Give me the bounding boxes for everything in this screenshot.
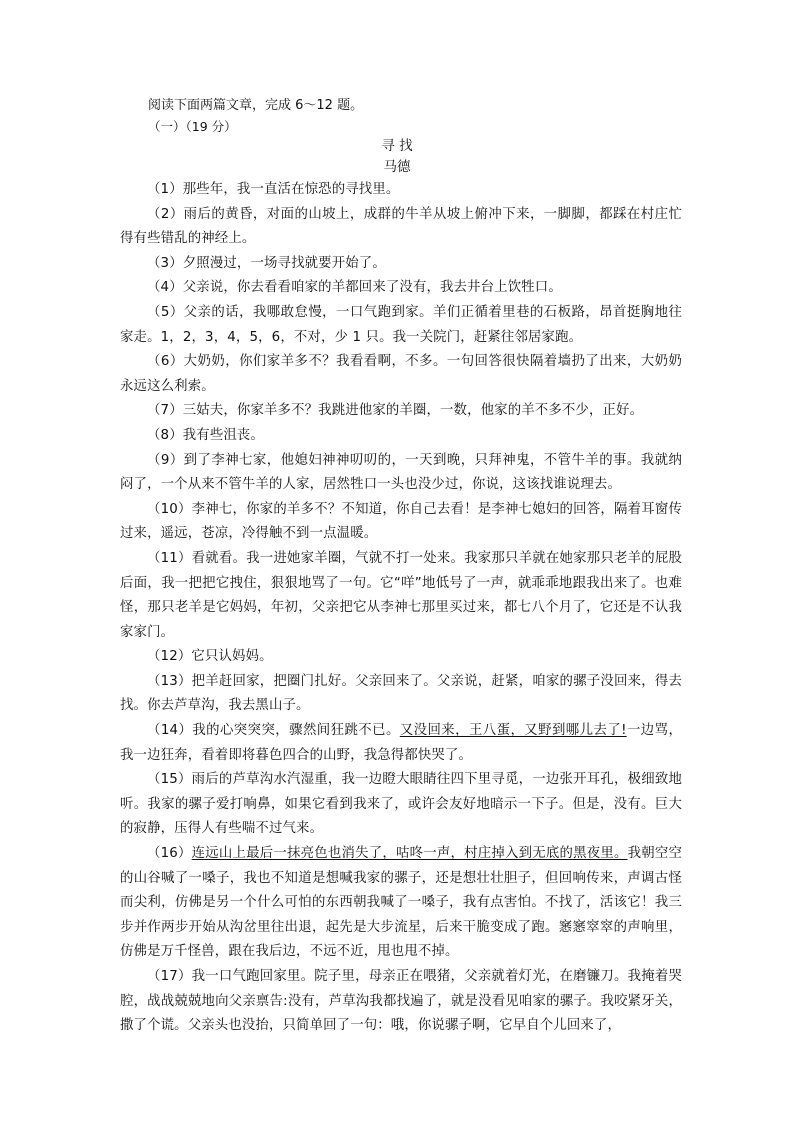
article-author: 马德 bbox=[383, 159, 411, 175]
paragraph-5: （5）父亲的话，我哪敢怠慢，一口气跑到家。羊们正循着里巷的石板路，昂首挺胸地往家走。1，2，3，4，5，6，不对，少 1 只。我一关院门，赶紧往邻居家跑。 bbox=[120, 304, 682, 345]
paragraph-13: （13）把羊赶回家，把圈门扎好。父亲回来了。父亲说，赶紧，咱家的骡子没回来，得去找。你去芦草沟，我去黑山子。 bbox=[120, 673, 682, 714]
paragraph-8: （8）我有些沮丧。 bbox=[147, 427, 264, 443]
underlined-sentence-1: 又没回来，王八蛋，又野到哪儿去了! bbox=[399, 723, 627, 739]
paragraph-14-text: （14）我的心突突突，骤然间狂跳不已。 bbox=[147, 723, 400, 739]
paragraph-9: （9）到了李神七家，他媳妇神神叨叨的，一天到晚，只拜神鬼，不管牛羊的事。我就纳闷了，一个从来不管牛羊的人家，居然牲口一头也没少过，你说，这该找谁说理去。 bbox=[120, 452, 682, 493]
paragraph-16-rest: 我朝空空的山谷喊了一嗓子，我也不知道是想喊我家的骡子，还是想壮壮胆子，但回响传来，声调古怪而尖利，仿佛是另一个什么可怕的东西朝我喊了一嗓子，我有点害怕。不找了，活该它！我三步并作两步开始从沟岔里往出退，起先是大步流星，后来干脆变成了跑。窸窸窣窣的声响里，仿佛是万千怪兽，跟在我后边，不远不近，甩也甩不掉。 bbox=[120, 846, 682, 960]
paragraph-17: （17）我一口气跑回家里。院子里，母亲正在喂猪，父亲就着灯光，在磨镰刀。我掩着哭腔，战战兢兢地向父亲禀告:没有，芦草沟我都找遍了，就是没看见咱家的骡子。我咬紧牙关，撒了个谎。父亲头也没抬，只简单回了一句：哦，你说骡子啊，它早自个儿回来了， bbox=[120, 969, 682, 1034]
underlined-sentence-2: 连远山上最后一抹亮色也消失了，咕咚一声，村庄掉入到无底的黑夜里。 bbox=[191, 846, 628, 862]
paragraph-11: （11）看就看。我一进她家羊圈，气就不打一处来。我家那只羊就在她家那只老羊的屁股后面，我一把把它拽住，狠狠地骂了一句。它“咩”地低号了一声，就乖乖地跟我出来了。也难怪，那只老羊是它妈妈，年初，父亲把它从李神七那里买过来，都七八个月了，它还是不认我家家门。 bbox=[120, 550, 682, 640]
paragraph-7: （7）三姑夫，你家羊多不？我跳进他家的羊圈，一数，他家的羊不多不少，正好。 bbox=[147, 403, 644, 419]
paragraph-6: （6）大奶奶，你们家羊多不？我看看啊，不多。一句回答很快隔着墙扔了出来，大奶奶永远这么利索。 bbox=[120, 354, 682, 394]
paragraph-4: （4）父亲说，你去看看咱家的羊都回来了没有，我去井台上饮牲口。 bbox=[147, 280, 562, 296]
article-body bbox=[120, 178, 682, 1039]
paragraph-16 bbox=[120, 842, 682, 965]
paragraph-10: （10）李神七，你家的羊多不？不知道，你自己去看！是李神七媳妇的回答，隔着耳窗传过来，遥远，苍凉，冷得触不到一点温暖。 bbox=[120, 501, 682, 542]
paragraph-16-number: （16） bbox=[147, 846, 192, 862]
reading-instruction: 阅读下面两篇文章，完成 6～12 题。 bbox=[148, 98, 364, 113]
paragraph-3: （3）夕照漫过，一场寻找就要开始了。 bbox=[147, 255, 386, 271]
paragraph-1: （1）那些年，我一直活在惊恐的寻找里。 bbox=[147, 182, 400, 197]
paragraph-12: （12）它只认妈妈。 bbox=[147, 649, 273, 665]
paragraph-15: （15）雨后的芦草沟水汽湿重，我一边瞪大眼睛往四下里寻觅，一边张开耳孔，极细致地听。我家的骡子爱打响鼻，如果它看到我来了，或许会友好地暗示一下子。但是，没有。巨大的寂静，压得人有些喘不过气来。 bbox=[120, 772, 682, 837]
paragraph-14 bbox=[120, 719, 682, 768]
section-heading: （一）（19 分） bbox=[148, 119, 237, 134]
paragraph-14-rest: 一边骂，我一边狂奔，看着即将暮色四合的山野，我急得都快哭了。 bbox=[120, 723, 683, 763]
article-title: 寻 找 bbox=[381, 138, 413, 154]
paragraph-2: （2）雨后的黄昏，对面的山坡上，成群的牛羊从坡上俯冲下来，一脚脚，都踩在村庄忙得有些错乱的神经上。 bbox=[120, 206, 682, 247]
